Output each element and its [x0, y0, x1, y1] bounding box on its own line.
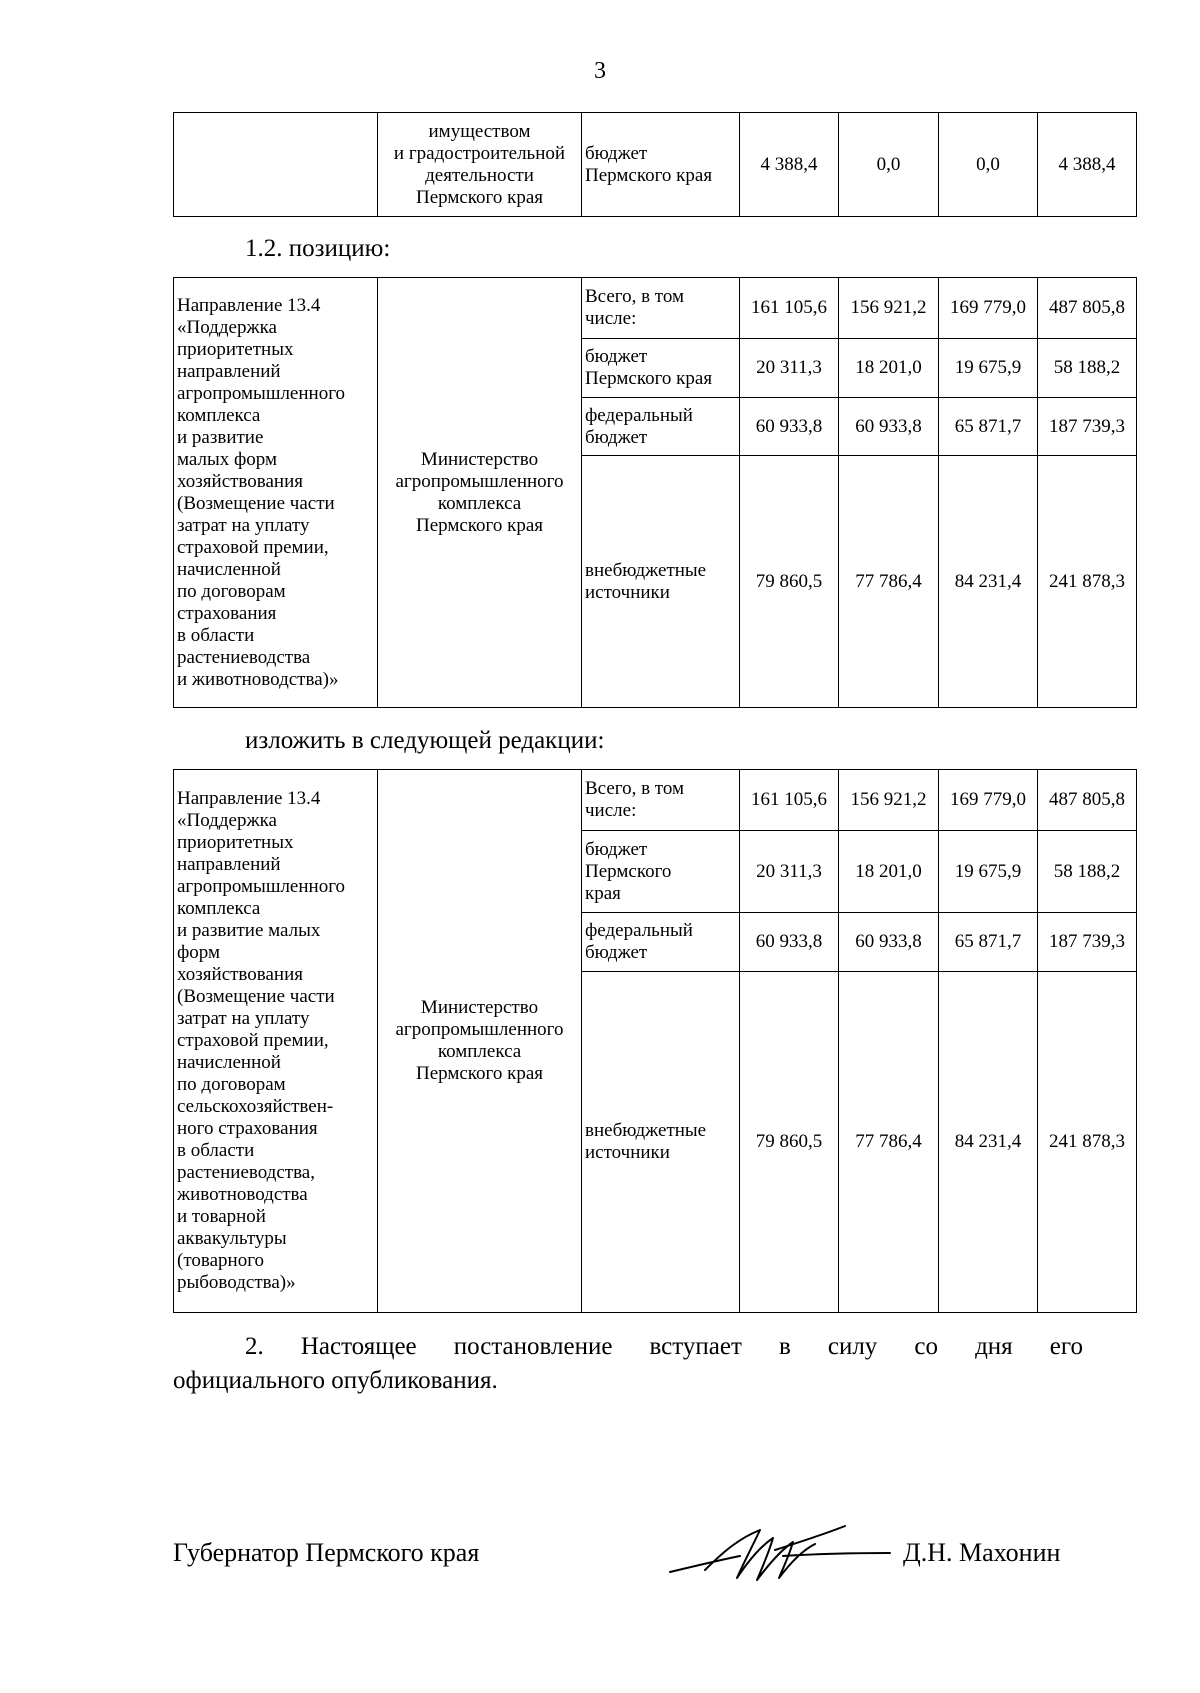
value-cell: 241 878,3 [1038, 456, 1137, 708]
value-cell: 20 311,3 [740, 831, 839, 913]
paragraph-line-2: официального опубликования. [173, 1367, 498, 1394]
source-cell: Всего, в том числе: [582, 770, 740, 831]
source-cell: федеральный бюджет [582, 398, 740, 456]
direction-cell: Направление 13.4 «Поддержка приоритетных направлений агропромышленного комплекса и развитие малых форм хозяйствования (Возмещение части затрат на уплату страховой премии, начисленной по договорам страхования в области растениеводства и животноводства)» [174, 278, 378, 708]
table-row [174, 770, 1137, 831]
direction-cell: Направление 13.4 «Поддержка приоритетных направлений агропромышленного комплекса и развитие малых форм хозяйствования (Возмещение части затрат на уплату страховой премии, начисленной по договорам сельскохозяйствен- ного страхования в области растениеводства, животноводства и товарной аквакультуры (товарного рыбоводства)» [174, 770, 378, 1313]
value-cell: 19 675,9 [939, 339, 1038, 398]
value-cell: 487 805,8 [1038, 278, 1137, 339]
handwritten-signature [665, 1520, 895, 1590]
value-cell: 241 878,3 [1038, 972, 1137, 1313]
value-cell: 58 188,2 [1038, 831, 1137, 913]
value-cell: 79 860,5 [740, 972, 839, 1313]
signatory-title: Губернатор Пермского края [173, 1538, 480, 1567]
value-cell: 0,0 [839, 113, 939, 217]
source-cell: бюджет Пермского края [582, 339, 740, 398]
value-cell: 156 921,2 [839, 278, 939, 339]
section-heading-new: изложить в следующей редакции: [245, 727, 605, 754]
value-cell: 4 388,4 [1038, 113, 1137, 217]
table-row [174, 278, 1137, 339]
signatory-name: Д.Н. Махонин [903, 1538, 1061, 1567]
budget-table-new [173, 769, 1137, 1313]
value-cell: 60 933,8 [839, 398, 939, 456]
source-cell: бюджет Пермского края [582, 831, 740, 913]
paragraph-line-1: 2. Настоящее постановление вступает в силу со дня его [245, 1333, 1083, 1360]
value-cell: 187 739,3 [1038, 398, 1137, 456]
value-cell: 58 188,2 [1038, 339, 1137, 398]
budget-table-old [173, 277, 1137, 708]
responsible-cell: Министерство агропромышленного комплекса Пермского края [378, 770, 582, 1313]
value-cell: 84 231,4 [939, 972, 1038, 1313]
section-heading-1-2: 1.2. позицию: [245, 235, 391, 262]
value-cell: 65 871,7 [939, 913, 1038, 972]
source-cell: бюджет Пермского края [582, 113, 740, 217]
value-cell: 20 311,3 [740, 339, 839, 398]
value-cell: 156 921,2 [839, 770, 939, 831]
value-cell: 0,0 [939, 113, 1038, 217]
value-cell: 169 779,0 [939, 278, 1038, 339]
budget-table-continuation [173, 112, 1137, 217]
value-cell: 60 933,8 [740, 913, 839, 972]
value-cell: 77 786,4 [839, 972, 939, 1313]
value-cell: 487 805,8 [1038, 770, 1137, 831]
direction-cell [174, 113, 378, 217]
value-cell: 169 779,0 [939, 770, 1038, 831]
resolution-paragraph-2 [173, 1330, 1083, 1398]
value-cell: 161 105,6 [740, 770, 839, 831]
value-cell: 161 105,6 [740, 278, 839, 339]
value-cell: 77 786,4 [839, 456, 939, 708]
source-cell: внебюджетные источники [582, 972, 740, 1313]
page-number: 3 [594, 58, 606, 84]
value-cell: 19 675,9 [939, 831, 1038, 913]
value-cell: 187 739,3 [1038, 913, 1137, 972]
source-cell: Всего, в том числе: [582, 278, 740, 339]
value-cell: 60 933,8 [839, 913, 939, 972]
value-cell: 4 388,4 [740, 113, 839, 217]
value-cell: 18 201,0 [839, 339, 939, 398]
value-cell: 65 871,7 [939, 398, 1038, 456]
responsible-cell: имуществом и градостроительной деятельности Пермского края [378, 113, 582, 217]
table-row [174, 113, 1137, 217]
responsible-cell: Министерство агропромышленного комплекса Пермского края [378, 278, 582, 708]
value-cell: 60 933,8 [740, 398, 839, 456]
value-cell: 79 860,5 [740, 456, 839, 708]
source-cell: внебюджетные источники [582, 456, 740, 708]
value-cell: 18 201,0 [839, 831, 939, 913]
source-cell: федеральный бюджет [582, 913, 740, 972]
value-cell: 84 231,4 [939, 456, 1038, 708]
